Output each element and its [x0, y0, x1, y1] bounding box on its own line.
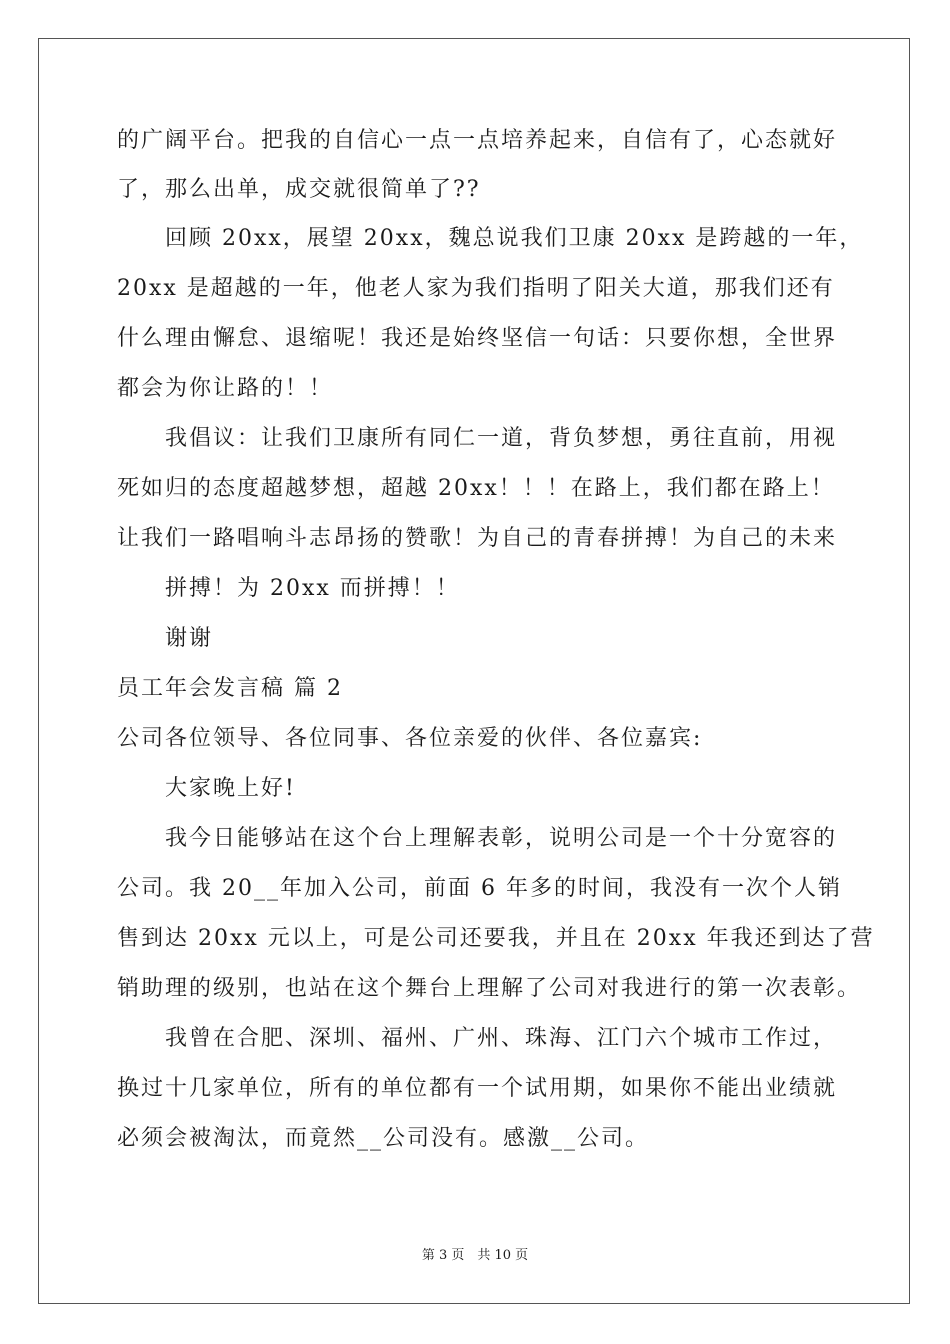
- text-line: 都会为你让路的！！: [117, 376, 334, 401]
- text-line: 我今日能够站在这个台上理解表彰，说明公司是一个十分宽容的: [165, 826, 838, 851]
- text-line: 售到达 20xx 元以上，可是公司还要我，并且在 20xx 年我还到达了营: [117, 926, 875, 951]
- text-line: 我倡议：让我们卫康所有同仁一道，背负梦想，勇往直前，用视: [165, 426, 838, 451]
- text-line: 谢谢: [165, 626, 214, 651]
- text-line: 的广阔平台。把我的自信心一点一点培养起来，自信有了，心态就好: [117, 128, 838, 153]
- text-line: 公司。我 20__年加入公司，前面 6 年多的时间，我没有一次个人销: [117, 876, 842, 901]
- text-line: 死如归的态度超越梦想，超越 20xx！！！在路上，我们都在路上！: [117, 476, 835, 501]
- text-line: 销助理的级别，也站在这个舞台上理解了公司对我进行的第一次表彰。: [117, 976, 862, 1001]
- text-line: 大家晚上好!: [165, 776, 296, 801]
- page-number: 第 3 页 共 10 页: [421, 1248, 529, 1263]
- text-line: 公司各位领导、各位同事、各位亲爱的伙伴、各位嘉宾:: [117, 726, 703, 751]
- text-line: 必须会被淘汰，而竟然__公司没有。感激__公司。: [117, 1126, 650, 1151]
- text-line: 换过十几家单位，所有的单位都有一个试用期，如果你不能出业绩就: [117, 1076, 838, 1101]
- text-line: 回顾 20xx，展望 20xx，魏总说我们卫康 20xx 是跨越的一年，: [165, 226, 864, 251]
- text-line: 什么理由懈怠、退缩呢！我还是始终坚信一句话：只要你想，全世界: [117, 326, 838, 351]
- text-line: 让我们一路唱响斗志昂扬的赞歌！为自己的青春拼搏！为自己的未来: [117, 526, 838, 551]
- text-line: 拼搏！为 20xx 而拼搏！！: [165, 576, 460, 601]
- text-line: 了，那么出单，成交就很简单了??: [117, 177, 481, 202]
- section-heading: 员工年会发言稿 篇 2: [117, 676, 343, 701]
- text-line: 20xx 是超越的一年，他老人家为我们指明了阳关大道，那我们还有: [117, 276, 835, 301]
- text-line: 我曾在合肥、深圳、福州、广州、珠海、江门六个城市工作过，: [165, 1026, 838, 1051]
